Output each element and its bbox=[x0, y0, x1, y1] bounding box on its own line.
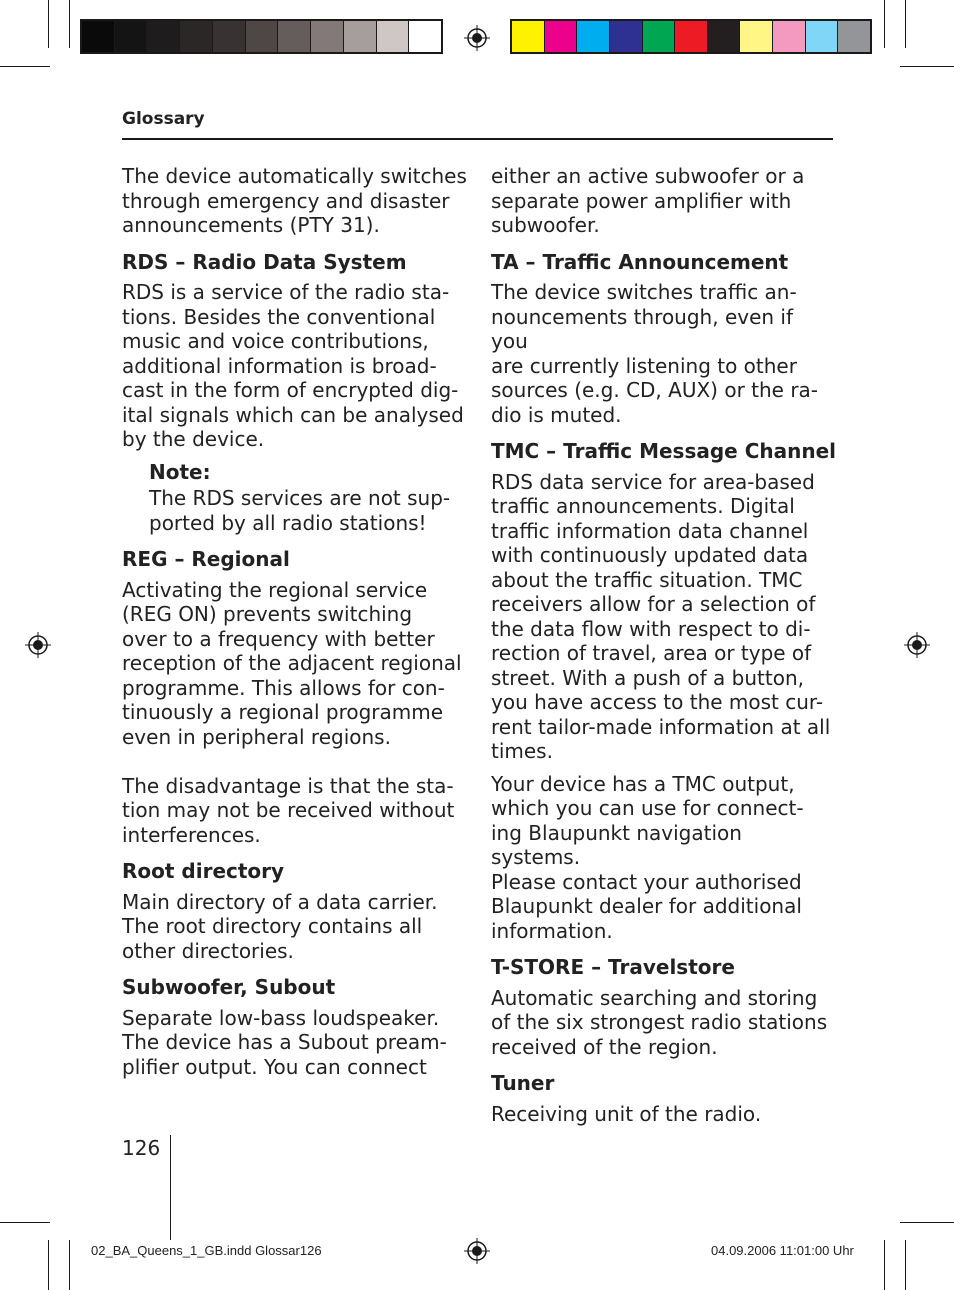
color-swatch bbox=[674, 21, 707, 52]
note-block bbox=[149, 460, 467, 536]
crop-mark bbox=[0, 1222, 50, 1223]
color-swatch bbox=[805, 21, 838, 52]
color-bar bbox=[510, 19, 872, 54]
glossary-paragraph: Separate low-bass loudspeaker. The device has a Subout pream- plifier output. You can connect bbox=[122, 1005, 447, 1079]
section-header: Glossary bbox=[122, 109, 205, 129]
grayscale-bar bbox=[80, 19, 443, 54]
glossary-term-heading: REG – Regional bbox=[122, 547, 290, 571]
registration-mark-icon bbox=[25, 632, 51, 658]
crop-mark bbox=[69, 0, 70, 48]
crop-mark bbox=[905, 1240, 906, 1290]
glossary-paragraph: The device automatically switches through emergency and disaster announcements (PTY 31). bbox=[122, 164, 467, 237]
glossary-paragraph: Main directory of a data carrier. The root directory contains all other directories. bbox=[122, 889, 438, 963]
color-swatch bbox=[310, 21, 343, 52]
header-rule bbox=[122, 138, 833, 140]
glossary-paragraph: either an active subwoofer or a separate power amplifier with subwoofer. bbox=[491, 164, 805, 237]
note-title: Note: bbox=[149, 459, 211, 484]
color-swatch bbox=[642, 21, 675, 52]
glossary-paragraph: Automatic searching and storing of the six strongest radio stations received of the region. bbox=[491, 985, 828, 1059]
color-swatch bbox=[512, 21, 544, 52]
glossary-term-heading: Root directory bbox=[122, 859, 285, 883]
color-swatch bbox=[576, 21, 609, 52]
crop-mark bbox=[48, 1240, 49, 1290]
crop-mark bbox=[884, 0, 885, 48]
crop-mark bbox=[900, 66, 954, 67]
crop-mark bbox=[884, 1240, 885, 1290]
registration-mark-icon bbox=[904, 632, 930, 658]
color-swatch bbox=[114, 21, 147, 52]
color-swatch bbox=[707, 21, 740, 52]
color-swatch bbox=[739, 21, 772, 52]
color-swatch bbox=[245, 21, 278, 52]
glossary-paragraph: RDS is a service of the radio sta- tions. Besides the conventional music and voice contributions, additional information is broad- cast in the form of encrypted dig- ital signals which can be analysed by the device. bbox=[122, 280, 464, 451]
color-swatch bbox=[609, 21, 642, 52]
page-number: 126 bbox=[122, 1136, 161, 1160]
glossary-term-heading: RDS – Radio Data System bbox=[122, 249, 407, 274]
color-swatch bbox=[772, 21, 805, 52]
page-number-rule bbox=[170, 1135, 171, 1240]
color-swatch bbox=[837, 21, 870, 52]
glossary-term-heading: Subwoofer, Subout bbox=[122, 975, 336, 999]
color-swatch bbox=[82, 21, 114, 52]
glossary-paragraph: RDS data service for area-based traffic announcements. Digital traffic information data channel with continuously updated data about the traffic situation. TMC receivers allow for a selection of the data flow with respect to di- rection of travel, area or type of street. With a push of a button, you have access to the most cur- rent tailor-made information at all times. bbox=[491, 469, 831, 763]
registration-mark-icon bbox=[464, 1238, 490, 1264]
note-text: The RDS services are not sup- ported by all radio stations! bbox=[149, 486, 451, 535]
glossary-term-heading: Tuner bbox=[491, 1071, 555, 1095]
left-column bbox=[122, 164, 467, 1087]
crop-mark bbox=[900, 1222, 954, 1223]
glossary-paragraph: Activating the regional service (REG ON) prevents switching over to a frequency with better reception of the adjacent regional programme. This allows for con- tinuously a regional programme even in peripheral regions. The disadvantage is that the sta- tion may not be received without interferences. bbox=[122, 577, 462, 847]
glossary-paragraph: The device switches traffic an- nouncements through, even if you are currently listening to other sources (e.g. CD, AUX) or the ra- dio is muted. bbox=[491, 280, 819, 427]
crop-mark bbox=[0, 66, 50, 67]
color-swatch bbox=[277, 21, 310, 52]
glossary-term-heading: T-STORE – Travelstore bbox=[491, 955, 735, 979]
glossary-term-heading: TA – Traffic Announcement bbox=[491, 249, 789, 274]
slug-file-info: 02_BA_Queens_1_GB.indd Glossar126 bbox=[91, 1243, 322, 1258]
color-swatch bbox=[376, 21, 409, 52]
crop-mark bbox=[48, 0, 49, 48]
color-swatch bbox=[212, 21, 245, 52]
color-swatch bbox=[179, 21, 212, 52]
registration-mark-icon bbox=[464, 25, 490, 51]
color-swatch bbox=[544, 21, 577, 52]
right-column bbox=[491, 164, 836, 1134]
glossary-paragraph: Receiving unit of the radio. bbox=[491, 1101, 762, 1126]
slug-date-info: 04.09.2006 11:01:00 Uhr bbox=[711, 1243, 854, 1258]
color-swatch bbox=[408, 21, 441, 52]
glossary-paragraph: Your device has a TMC output, which you can use for connect- ing Blaupunkt navigation systems. Please contact your authorised Blaupunkt dealer for additional information. bbox=[491, 771, 804, 943]
color-swatch bbox=[343, 21, 376, 52]
crop-mark bbox=[69, 1240, 70, 1290]
crop-mark bbox=[905, 0, 906, 48]
color-swatch bbox=[146, 21, 179, 52]
glossary-term-heading: TMC – Traffic Message Channel bbox=[491, 439, 836, 463]
